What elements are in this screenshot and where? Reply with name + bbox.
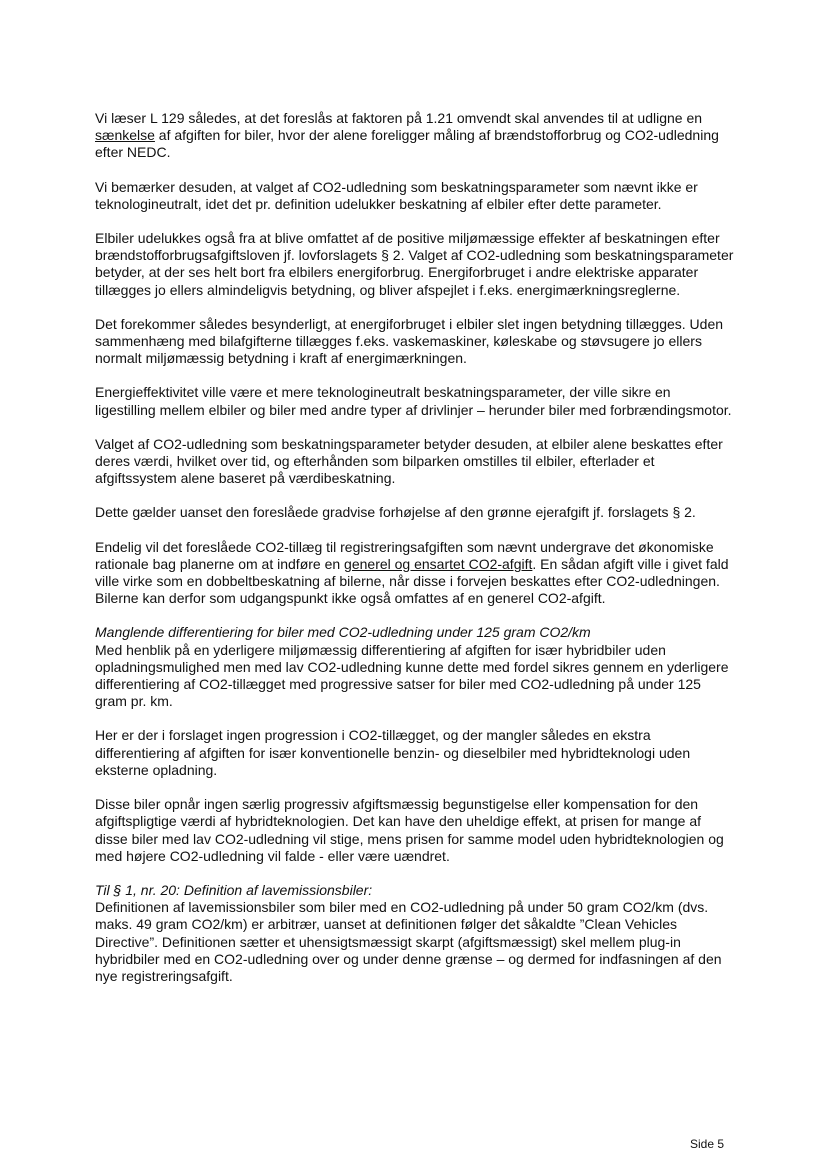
section-1-paragraph-2: Her er der i forslaget ingen progression i CO2-tillægget, og der mangler således en ekstra differentiering af afgiften for især konventionelle benzin- og dieselbiler med hybridteknologi uden eksterne opladning. [95,727,691,778]
paragraph-8-text-b: . En sådan afgift ville i givet fald ville virke som en dobbeltbeskatning af bilerne, når disse i forvejen beskattes efter CO2-udledningen. Bilerne kan derfor som udgangspunkt ikke også omfattes af en generel CO2-afgift. [95,555,729,607]
section-2-paragraph-1: Definitionen af lavemissionsbiler som biler med en CO2-udledning på under 50 gram CO2/km (dvs. maks. 49 gram CO2/km) er arbitrær, uanset at definitionen følger det såkaldte ”Clean Vehicles Directive”. Definitionen sætter et uhensigtsmæssigt skarpt (afgiftsmæssigt) skel mellem plug-in hybridbiler med en CO2-udledning over og under denne grænse – og dermed for indfasningen af den nye registreringsafgift. [95,899,722,984]
paragraph-5: Energieffektivitet ville være et mere teknologineutralt beskatningsparameter, der ville sikre en ligestilling mellem elbiler og biler med andre typer af drivlinjer – herunder biler med forbrændingsmotor. [95,384,732,418]
paragraph-1-text-a: Vi læser L 129 således, at det foreslås at faktoren på 1.21 omvendt skal anvendes til at udligne en [95,110,703,126]
paragraph-3: Elbiler udelukkes også fra at blive omfattet af de positive miljømæssige effekter af beskatningen efter brændstofforbrugsafgiftsloven jf. lovforslagets § 2. Valget af CO2-udledning som beskatningsparameter betyder, at der ses helt bort fra elbilers energiforbrug. Energiforbruget i andre elektriske apparater tillægges jo ellers almindeligvis betydning, og bliver afspejlet i f.eks. energimærkningsreglerne. [95,230,734,298]
section-heading-lavemissionsbiler: Til § 1, nr. 20: Definition af lavemissionsbiler: [95,881,373,898]
section-1-paragraph-3: Disse biler opnår ingen særlig progressiv afgiftsmæssig begunstigelse eller kompensation for den afgiftspligtige værdi af hybridteknologien. Det kan have den uheldige effekt, at prisen for mange af disse biler med lav CO2-udledning vil stige, mens prisen for samme model uden hybridteknologien og med højere CO2-udledning vil falde - eller være uændret. [95,796,724,864]
section-heading-differentiering: Manglende differentiering for biler med CO2-udledning under 125 gram CO2/km [95,624,591,641]
document-body [95,110,735,985]
underlined-term: generel og ensartet CO2-afgift [344,555,533,572]
paragraph-8 [95,539,735,608]
paragraph-1-text-b: af afgiften for biler, hvor der alene foreligger måling af brændstofforbrug og CO2-udledning efter NEDC. [95,127,719,161]
paragraph-4: Det forekommer således besynderligt, at energiforbruget i elbiler slet ingen betydning tillægges. Uden sammenhæng med bilafgifterne tillægges f.eks. vaskemaskiner, køleskabe og støvsugere jo ellers normalt miljømæssig betydning i kraft af energimærkningen. [95,315,724,367]
paragraph-6: Valget af CO2-udledning som beskatningsparameter betyder desuden, at elbiler alene beskattes efter deres værdi, hvilket over tid, og efterhånden som bilparken omstilles til elbiler, efterlader et afgiftssystem alene baseret på værdibeskatning. [95,435,723,487]
underlined-term: sænkelse [95,127,155,144]
paragraph-8-text-a: Endelig vil det foreslåede CO2-tillæg til registreringsafgiften som nævnt undergrave det økonomiske rationale bag planerne om at indføre en [95,538,714,572]
paragraph-7: Dette gælder uanset den foreslåede gradvise forhøjelse af den grønne ejerafgift jf. forslagets § 2. [95,504,696,521]
paragraph-2: Vi bemærker desuden, at valget af CO2-udledning som beskatningsparameter som nævnt ikke er teknologineutralt, idet det pr. definition udelukker beskatning af elbiler efter dette parameter. [95,178,698,212]
paragraph-1 [95,110,735,162]
page-number: Side 5 [689,1137,724,1151]
section-1-paragraph-1: Med henblik på en yderligere miljømæssig differentiering af afgiften for især hybridbiler uden opladningsmulighed men med lav CO2-udledning kunne dette med fordel sikres gennem en yderligere differentiering af CO2-tillægget med progressive satser for biler med CO2-udledning på under 125 gram pr. km. [95,641,729,710]
